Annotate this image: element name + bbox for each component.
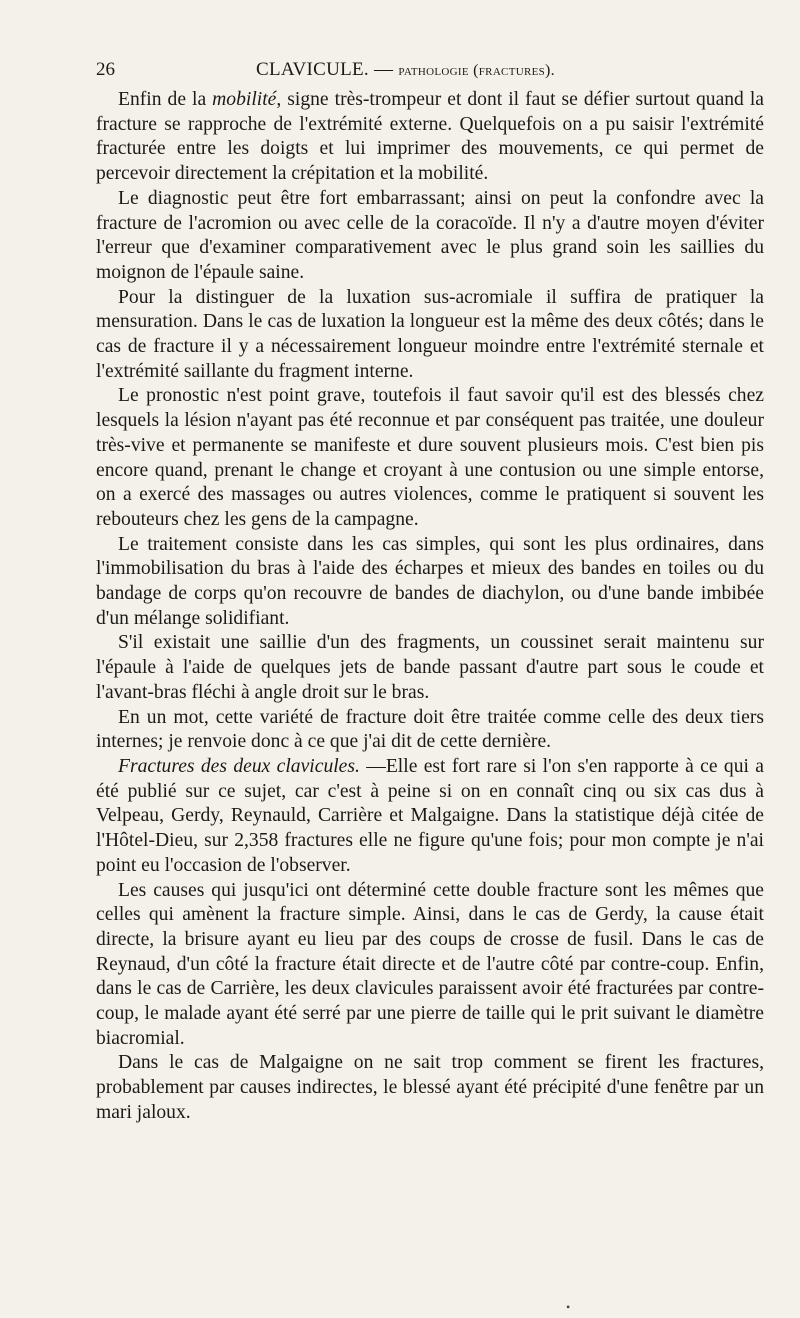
italic-section-heading: Fractures des deux clavicules. (118, 755, 360, 777)
paragraph-distinction: Pour la distinguer de la luxation sus-acromiale il suffira de pratiquer la mensuration. Dans le cas de luxation la longueur est la même des deux côtés; dans le cas de fracture il y a nécessairement longueur moindre entre l'extrémité sternale et l'extrémité saillante du fragment interne. (96, 286, 764, 382)
title-dash: — (374, 59, 394, 80)
page-number: 26 (96, 59, 115, 80)
paragraph-saillie: S'il existait une saillie d'un des fragments, un coussinet serait maintenu sur l'épaule à l'aide de quelques jets de bande passant d'autre part sous le coude et l'avant-bras fléchi à angle droit sur le bras. (96, 632, 764, 703)
paragraph-en-un-mot: En un mot, cette variété de fracture doit être traitée comme celle des deux tiers internes; je renvoie donc à ce que j'ai dit de cette dernière. (96, 706, 764, 753)
paragraph-causes: Les causes qui jusqu'ici ont déterminé cette double fracture sont les mêmes que celles qui amènent la fracture simple. Ainsi, dans le cas de Gerdy, la cause était directe, la brisure ayant eu lieu par des coups de crosse de fusil. Dans le cas de Reynaud, d'un côté la fracture était directe et de l'autre côté par contre-coup. Enfin, dans le cas de Carrière, les deux clavicules paraissent avoir été fracturées par contre-coup, le malade ayant été serré par une pierre de taille qui le prit suivant le diamètre biacromial. (96, 879, 764, 1049)
running-title (256, 56, 555, 85)
chapter-title: CLAVICULE. (256, 59, 369, 80)
paragraph-pronostic: Le pronostic n'est point grave, toutefois il faut savoir qu'il est des blessés chez lesquels la lésion n'ayant pas été reconnue et par conséquent pas traitée, une douleur très-vive et permanente se manifeste et dure souvent plusieurs mois. C'est bien pis encore quand, prenant le change et croyant à une contusion ou une simple entorse, on a exercé des massages ou autres violences, comme le pratiquent si souvent les rebouteurs chez les gens de la campagne. (96, 385, 764, 530)
paragraph-deux-clavicules: Fractures des deux clavicules. —Elle est fort rare si l'on s'en rapporte à ce qui a été publié sur ce sujet, car c'est à peine si on en connaît cinq ou six cas dus à Velpeau, Gerdy, Reynauld, Carrière et Malgaigne. Dans la statistique déjà citée de l'Hôtel-Dieu, sur 2,358 fractures elle ne figure qu'une fois; pour mon compte je n'ai point eu l'occasion de l'observer. (96, 755, 764, 876)
print-mark: • (566, 1300, 571, 1314)
running-header (96, 56, 764, 84)
paragraph-diagnostic: Le diagnostic peut être fort embarrassant; ainsi on peut la confondre avec la fracture de l'acromion ou avec celle de la coracoïde. Il n'y a d'autre moyen d'éviter l'erreur que d'examiner comparativement avec le plus grand soin les saillies du moignon de l'épaule saine. (96, 187, 764, 283)
paragraph-malgaigne: Dans le cas de Malgaigne on ne sait trop comment se firent les fractures, probablement par causes indirectes, le blessé ayant été précipité d'une fenêtre par un mari jaloux. (96, 1052, 764, 1123)
body-text (96, 88, 764, 1126)
section-subtitle: pathologie (fractures). (398, 62, 555, 79)
paragraph-mobilite: Enfin de la mobilité, signe très-trompeur et dont il faut se défier surtout quand la fracture se rapproche de l'extrémité externe. Quelquefois on a pu saisir l'extrémité fracturée entre les doigts et lui imprimer des mouvements, ce qui permet de percevoir directement la crépitation et la mobilité. (96, 89, 764, 185)
paragraph-traitement: Le traitement consiste dans les cas simples, qui sont les plus ordinaires, dans l'immobilisation du bras à l'aide des écharpes et mieux des bandes en toiles ou du bandage de corps qu'on recouvre de bandes de diachylon, ou d'une bande imbibée d'un mélange solidifiant. (96, 533, 764, 629)
italic-term: mobilité (212, 89, 277, 110)
